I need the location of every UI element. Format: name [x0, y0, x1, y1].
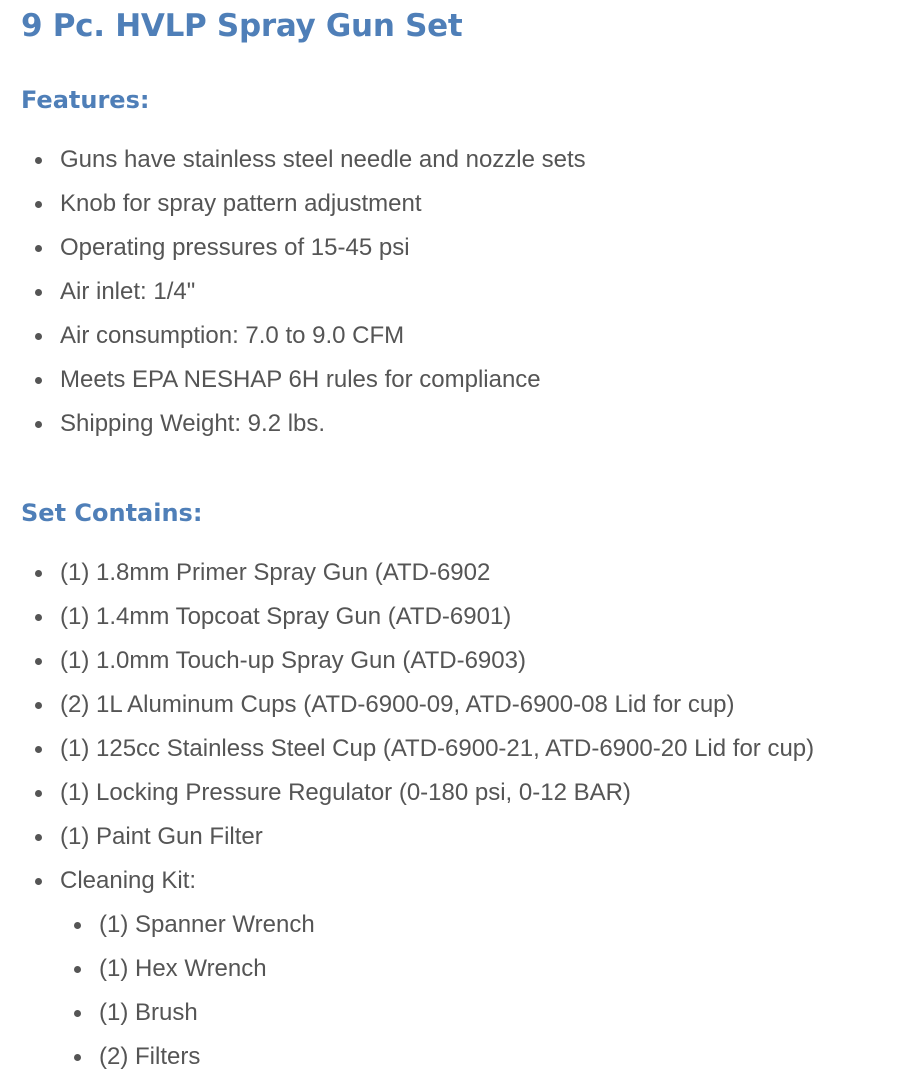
bullet-icon	[35, 245, 42, 252]
bullet-icon	[35, 746, 42, 753]
cleaning-kit-subitem-text: (1) Brush	[99, 999, 198, 1026]
bullet-icon	[35, 289, 42, 296]
set-item-text: (1) Paint Gun Filter	[60, 823, 263, 850]
set-item	[21, 771, 891, 815]
set-item-text: (2) 1L Aluminum Cups (ATD-6900-09, ATD-6900-08 Lid for cup)	[60, 691, 735, 718]
feature-item-text: Meets EPA NESHAP 6H rules for compliance	[60, 366, 541, 393]
features-heading: Features:	[21, 86, 150, 114]
set-item-text: (1) 1.8mm Primer Spray Gun (ATD-6902	[60, 559, 491, 586]
set-contains-heading: Set Contains:	[21, 499, 203, 527]
cleaning-kit-subitem	[21, 991, 891, 1035]
feature-item-text: Air inlet: 1/4"	[60, 278, 196, 305]
cleaning-kit-subitem	[21, 1035, 891, 1079]
cleaning-kit-label: Cleaning Kit:	[60, 867, 197, 894]
feature-item-text: Knob for spray pattern adjustment	[60, 190, 422, 217]
features-list	[21, 138, 891, 446]
feature-item	[21, 314, 891, 358]
bullet-icon	[35, 201, 42, 208]
bullet-icon	[35, 570, 42, 577]
set-item	[21, 815, 891, 859]
set-item	[21, 639, 891, 683]
cleaning-kit-item	[21, 859, 891, 903]
page-title: 9 Pc. HVLP Spray Gun Set	[21, 8, 463, 44]
feature-item	[21, 226, 891, 270]
set-item	[21, 727, 891, 771]
cleaning-kit-subitem	[21, 947, 891, 991]
set-item-text: (1) Locking Pressure Regulator (0-180 psi, 0-12 BAR)	[60, 779, 631, 806]
cleaning-kit-subitem-text: (2) Filters	[99, 1043, 201, 1070]
feature-item	[21, 358, 891, 402]
set-item-text: (1) 1.4mm Topcoat Spray Gun (ATD-6901)	[60, 603, 512, 630]
set-item	[21, 683, 891, 727]
set-item	[21, 551, 891, 595]
cleaning-kit-subitem-text: (1) Hex Wrench	[99, 955, 267, 982]
feature-item-text: Operating pressures of 15-45 psi	[60, 234, 410, 261]
bullet-icon	[35, 658, 42, 665]
set-contains-list	[21, 551, 891, 903]
bullet-icon	[74, 1010, 81, 1017]
feature-item-text: Guns have stainless steel needle and nozzle sets	[60, 146, 586, 173]
cleaning-kit-subitem-text: (1) Spanner Wrench	[99, 911, 315, 938]
bullet-icon	[35, 702, 42, 709]
feature-item	[21, 402, 891, 446]
bullet-icon	[35, 157, 42, 164]
cleaning-kit-list	[21, 903, 891, 1079]
bullet-icon	[35, 614, 42, 621]
bullet-icon	[35, 878, 42, 885]
bullet-icon	[74, 1054, 81, 1061]
product-description	[21, 0, 891, 1079]
bullet-icon	[74, 966, 81, 973]
bullet-icon	[74, 922, 81, 929]
bullet-icon	[35, 377, 42, 384]
set-item	[21, 595, 891, 639]
bullet-icon	[35, 333, 42, 340]
feature-item	[21, 270, 891, 314]
feature-item-text: Shipping Weight: 9.2 lbs.	[60, 410, 326, 437]
bullet-icon	[35, 834, 42, 841]
set-item-text: (1) 125cc Stainless Steel Cup (ATD-6900-21, ATD-6900-20 Lid for cup)	[60, 735, 815, 762]
set-item-text: (1) 1.0mm Touch-up Spray Gun (ATD-6903)	[60, 647, 526, 674]
feature-item	[21, 182, 891, 226]
bullet-icon	[35, 421, 42, 428]
feature-item	[21, 138, 891, 182]
feature-item-text: Air consumption: 7.0 to 9.0 CFM	[60, 322, 405, 349]
cleaning-kit-subitem	[21, 903, 891, 947]
bullet-icon	[35, 790, 42, 797]
